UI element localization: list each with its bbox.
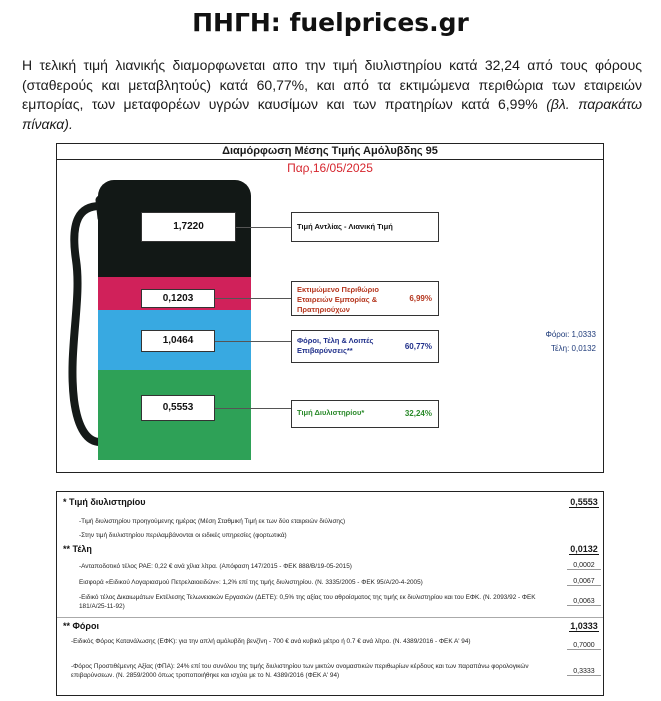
fee-item-1: -Ανταποδοτικό τέλος ΡΑΕ: 0,22 € ανά χίλια λίτρα. (Απόφαση 147/2015 - ΦΕΚ 888/Β/19-05-2015) (79, 563, 352, 570)
tax-item-1-value: 0,7000 (567, 642, 601, 650)
refinery-note-2: -Στην τιμή διυλιστηρίου περιλαμβάνονται οι ειδικές υπηρεσίες (φορτωτικά) (79, 532, 287, 539)
tax-item-2-value: 0,3333 (567, 668, 601, 676)
tax-item-1: -Ειδικός Φόρος Κατανάλωσης (ΕΦΚ): για την απλή αμόλυβδη βενζίνη - 700 € ανά κυβικό μέτρο ή 0.7 € ανά λίτρο. (Ν. 4389/2016 - ΦΕΚ Α' 94) (71, 638, 471, 645)
retail-connector (236, 227, 291, 228)
tax-item-2: -Φόρος Προστιθέμενης Αξίας (ΦΠΑ): 24% επί του συνόλου της τιμής διυλιστηρίου των μικτών ονομαστικών περιθωρίων κέρδους και των παραπάνω φορολογικών επιβαρύνσεων. (Ν. 2859/2000 όπως τροποποιήθηκε και ισχύει με το Ν. 4389/2016 (ΦΕΚ Α' 94) (71, 663, 529, 679)
section-divider (57, 617, 603, 618)
taxes-section-title: ** Φόροι (63, 621, 99, 631)
intro-note: (βλ. παρακάτω πίνακα). (22, 96, 643, 132)
intro-paragraph (22, 56, 642, 134)
fees-section-value: 0,0132 (570, 544, 598, 554)
tax-split-fees-label: Τέλη: (551, 344, 570, 353)
retail-label-text: Τιμή Αντλίας - Λιανική Τιμή (297, 222, 393, 231)
taxes-percent: 60,77% (404, 342, 432, 351)
tax-split-taxes (500, 330, 596, 339)
refinery-value: 0,5553 (141, 395, 215, 421)
intro-text: Η τελική τιμή λιανικής διαμορφωνεται απο την τιμή διυλιστηρίου κατά 32,24 από τους φόρους (σταθερούς και μεταβλητούς) κατά 60,77%, και από τα εκτιμώμενα περιθώρια των εταιρειών εμπορίας, των μεταφορέων υγρών καυσίμων και των πρατηρίων κατά 6,99% (22, 57, 642, 112)
taxes-connector (215, 341, 291, 342)
refinery-percent: 32,24% (404, 409, 432, 418)
taxes-section-value: 1,0333 (570, 621, 598, 631)
taxes-label (291, 330, 439, 363)
refinery-label (291, 400, 439, 428)
margin-label (291, 281, 439, 316)
margin-value: 0,1203 (141, 289, 215, 308)
source-heading: ΠΗΓΗ: fuelprices.gr (192, 8, 469, 37)
refinery-note-1: -Τιμή διυλιστηρίου προηγούμενης ημέρας (Μέση Σταθμική Τιμή εκ των δύο εταιρειών διύλισης) (79, 518, 346, 525)
fee-item-3: -Ειδικό τέλος Δικαιωμάτων Εκτέλεσης Τελωνειακών Εργασιών (ΔΕΤΕ): 0,5% της αξίας του αθροίσματος της τιμής εκ διυλιστηρίου και του ΕΦΚ. (Ν. 2093/92 - ΦΕΚ 181/Α/25-11-92) (79, 594, 536, 610)
taxes-value: 1,0464 (141, 330, 215, 352)
tax-split-taxes-label: Φόροι: (545, 330, 570, 339)
tax-split-taxes-value: 1,0333 (571, 330, 596, 339)
refinery-label-text: Τιμή Διυλιστηρίου* (297, 408, 365, 417)
fee-item-3-value: 0,0063 (567, 598, 601, 606)
chart-title: Διαμόρφωση Μέσης Τιμής Αμόλυβδης 95 (56, 143, 604, 160)
chart-date: Παρ,16/05/2025 (56, 160, 604, 177)
fee-item-2: Εισφορά «Ειδικού Λογαριασμού Πετρελαιοειδών»: 1,2% επί της τιμής διυλιστηρίου. (Ν. 3335/2005 - ΦΕΚ 95/Α/20-4-2005) (79, 579, 423, 586)
tax-split-fees (500, 344, 596, 353)
refinery-connector (215, 408, 291, 409)
refinery-section-value: 0,5553 (570, 497, 598, 507)
tax-split-fees-value: 0,0132 (571, 344, 596, 353)
margin-percent: 6,99% (409, 294, 432, 303)
fees-section-title: ** Τέλη (63, 544, 92, 554)
fee-item-1-value: 0,0002 (567, 562, 601, 570)
retail-price-value: 1,7220 (141, 212, 236, 242)
details-table (56, 491, 604, 696)
taxes-label-text: Φόροι, Τέλη & Λοιπές Επιβαρύνσεις** (297, 336, 374, 355)
retail-label (291, 212, 439, 242)
margin-label-text: Εκτιμώμενο Περιθώριο Εταιρειών Εμπορίας & Πρατηριούχων (297, 285, 379, 314)
refinery-section-title: * Τιμή διυλιστηρίου (63, 497, 146, 507)
margin-connector (215, 298, 291, 299)
fee-item-2-value: 0,0067 (567, 578, 601, 586)
